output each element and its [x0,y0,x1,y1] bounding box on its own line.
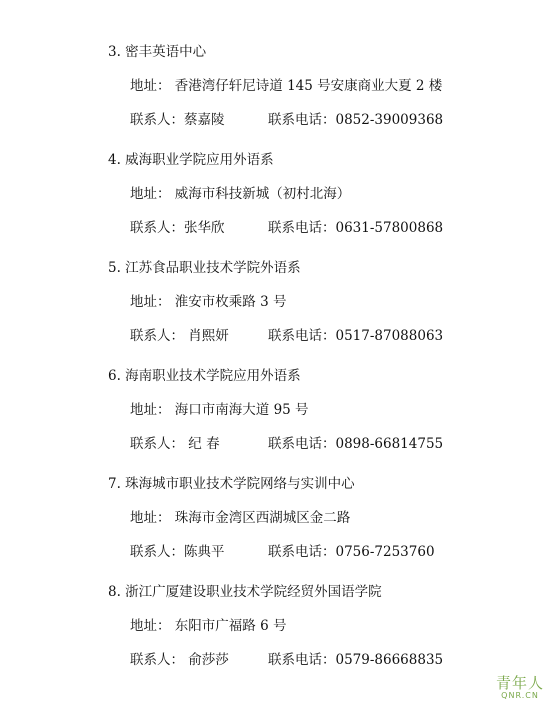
entry-contact-row [130,326,528,346]
entry-title: 3. 密丰英语中心 [108,44,207,60]
entry-title: 5. 江苏食品职业技术学院外语系 [108,260,301,276]
entry-address: 地址： 海口市南海大道 95 号 [130,402,309,418]
entry-phone: 联系电话：0517-87088063 [268,328,444,344]
entry-title: 8. 浙江广厦建设职业技术学院经贸外国语学院 [108,584,382,600]
entry-contact-row [130,650,528,670]
contact-entry-7 [108,474,528,562]
site-watermark [496,675,544,700]
entry-address: 地址： 淮安市枚乘路 3 号 [130,294,287,310]
entry-phone: 联系电话：0631-57800868 [268,220,444,236]
contact-entry-3 [108,42,528,130]
entry-address: 地址： 珠海市金湾区西湖城区金二路 [130,510,351,526]
contact-entry-8 [108,582,528,670]
entry-contact-row [130,434,528,454]
entry-contact-person: 联系人：陈典平 [130,544,225,560]
contact-entry-6 [108,366,528,454]
contact-entry-5 [108,258,528,346]
entry-contact-person: 联系人： 俞莎莎 [130,652,229,668]
entry-phone: 联系电话：0898-66814755 [268,436,444,452]
watermark-domain: QNR.CN [501,691,539,700]
entry-phone: 联系电话：0579-86668835 [268,652,444,668]
entry-contact-row [130,542,528,562]
entry-title: 7. 珠海城市职业技术学院网络与实训中心 [108,476,355,492]
contact-entry-4 [108,150,528,238]
entry-contact-row [130,110,528,130]
entry-contact-person: 联系人： 肖熙妍 [130,328,229,344]
entry-phone: 联系电话：0756-7253760 [268,544,435,560]
entry-contact-person: 联系人：蔡嘉陵 [130,112,225,128]
entry-phone: 联系电话：0852-39009368 [268,112,444,128]
entry-address: 地址： 香港湾仔轩尼诗道 145 号安康商业大夏 2 楼 [130,78,443,94]
entry-title: 4. 威海职业学院应用外语系 [108,152,274,168]
watermark-logo-text: 青年人 [495,674,544,692]
entry-contact-row [130,218,528,238]
entry-title: 6. 海南职业技术学院应用外语系 [108,368,301,384]
entry-address: 地址： 东阳市广福路 6 号 [130,618,287,634]
entry-address: 地址： 威海市科技新城（初村北海） [130,186,351,202]
entry-contact-person: 联系人：张华欣 [130,220,225,236]
entry-contact-person: 联系人： 纪 春 [130,436,220,452]
